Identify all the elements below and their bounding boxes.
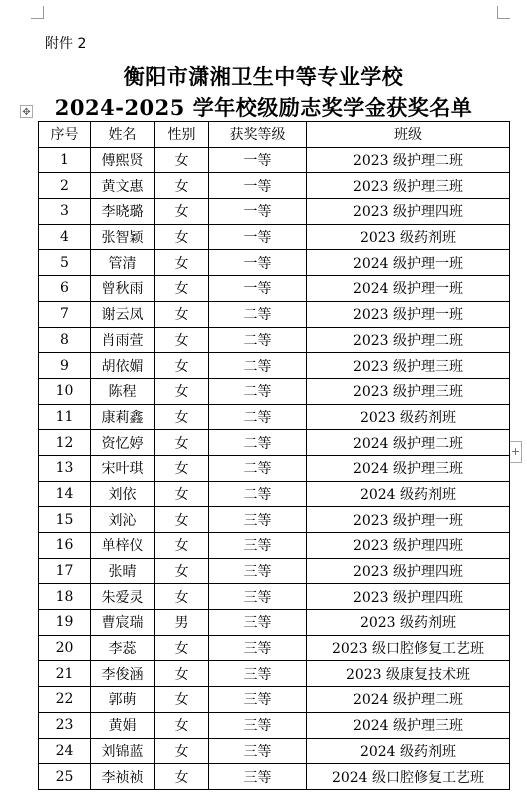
- table-header-row: [39, 122, 510, 148]
- table-row: [39, 404, 510, 430]
- table-row: [39, 558, 510, 584]
- cell-class: 2024 级护理一班: [307, 250, 510, 276]
- cell-name: 李蕊: [91, 635, 155, 661]
- cell-class: 2024 级药剂班: [307, 481, 510, 507]
- table-row: [39, 224, 510, 250]
- cell-number: 10: [39, 378, 91, 404]
- cell-number: 13: [39, 455, 91, 481]
- cell-name: 单梓仪: [91, 533, 155, 559]
- cell-award-level: 二等: [209, 430, 307, 456]
- cell-number: 2: [39, 173, 91, 199]
- cell-gender: 女: [155, 301, 209, 327]
- cell-gender: 女: [155, 764, 209, 790]
- cell-name: 张晴: [91, 558, 155, 584]
- cell-number: 12: [39, 430, 91, 456]
- cell-gender: 女: [155, 661, 209, 687]
- cell-number: 1: [39, 147, 91, 173]
- cell-number: 15: [39, 507, 91, 533]
- header-gender: 性别: [155, 122, 209, 148]
- cell-class: 2024 级护理三班: [307, 712, 510, 738]
- cell-award-level: 二等: [209, 327, 307, 353]
- table-row: [39, 199, 510, 225]
- cell-award-level: 二等: [209, 481, 307, 507]
- cell-class: 2023 级药剂班: [307, 224, 510, 250]
- cell-name: 康莉鑫: [91, 404, 155, 430]
- cell-name: 朱爱灵: [91, 584, 155, 610]
- table-row: [39, 610, 510, 636]
- cell-gender: 女: [155, 455, 209, 481]
- table-row: [39, 378, 510, 404]
- cell-class: 2023 级护理三班: [307, 378, 510, 404]
- cell-name: 刘锦蓝: [91, 738, 155, 764]
- cell-number: 22: [39, 687, 91, 713]
- cell-gender: 女: [155, 353, 209, 379]
- cell-gender: 女: [155, 738, 209, 764]
- header-class: 班级: [307, 122, 510, 148]
- cell-class: 2024 级护理二班: [307, 430, 510, 456]
- crop-mark-top-right: [497, 6, 510, 19]
- table-add-column-icon[interactable]: +: [509, 441, 522, 463]
- cell-gender: 女: [155, 147, 209, 173]
- table-row: [39, 507, 510, 533]
- cell-name: 黄文惠: [91, 173, 155, 199]
- cell-number: 4: [39, 224, 91, 250]
- cell-class: 2024 级护理三班: [307, 455, 510, 481]
- cell-award-level: 一等: [209, 199, 307, 225]
- cell-award-level: 一等: [209, 224, 307, 250]
- table-row: [39, 661, 510, 687]
- table-row: [39, 738, 510, 764]
- cell-name: 谢云凤: [91, 301, 155, 327]
- cell-number: 18: [39, 584, 91, 610]
- table-row: [39, 764, 510, 790]
- cell-gender: 女: [155, 584, 209, 610]
- table-row: [39, 327, 510, 353]
- cell-gender: 女: [155, 712, 209, 738]
- table-row: [39, 712, 510, 738]
- table-row: [39, 147, 510, 173]
- cell-class: 2023 级护理二班: [307, 147, 510, 173]
- cell-gender: 女: [155, 276, 209, 302]
- cell-class: 2023 级护理四班: [307, 533, 510, 559]
- cell-name: 资忆婷: [91, 430, 155, 456]
- cell-gender: 女: [155, 327, 209, 353]
- cell-award-level: 三等: [209, 712, 307, 738]
- table-row: [39, 635, 510, 661]
- cell-number: 24: [39, 738, 91, 764]
- cell-award-level: 一等: [209, 276, 307, 302]
- cell-award-level: 三等: [209, 738, 307, 764]
- header-name: 姓名: [91, 122, 155, 148]
- cell-gender: 女: [155, 507, 209, 533]
- cell-name: 宋叶琪: [91, 455, 155, 481]
- cell-class: 2023 级药剂班: [307, 610, 510, 636]
- table-row: [39, 455, 510, 481]
- cell-name: 胡依媚: [91, 353, 155, 379]
- cell-award-level: 三等: [209, 764, 307, 790]
- table-row: [39, 173, 510, 199]
- cell-award-level: 二等: [209, 455, 307, 481]
- cell-name: 张智颖: [91, 224, 155, 250]
- cell-name: 陈程: [91, 378, 155, 404]
- cell-name: 傅熙贤: [91, 147, 155, 173]
- table-row: [39, 687, 510, 713]
- cell-gender: 女: [155, 558, 209, 584]
- cell-class: 2024 级护理二班: [307, 687, 510, 713]
- cell-class: 2024 级护理一班: [307, 276, 510, 302]
- cell-award-level: 三等: [209, 661, 307, 687]
- cell-award-level: 三等: [209, 687, 307, 713]
- cell-class: 2023 级护理二班: [307, 327, 510, 353]
- cell-name: 刘依: [91, 481, 155, 507]
- cell-gender: 女: [155, 378, 209, 404]
- cell-class: 2023 级护理一班: [307, 507, 510, 533]
- cell-class: 2023 级护理四班: [307, 558, 510, 584]
- cell-award-level: 一等: [209, 147, 307, 173]
- cell-award-level: 一等: [209, 173, 307, 199]
- cell-award-level: 二等: [209, 301, 307, 327]
- table-row: [39, 301, 510, 327]
- cell-number: 14: [39, 481, 91, 507]
- table-row: [39, 353, 510, 379]
- attachment-label: 附件 2: [45, 36, 87, 52]
- cell-class: 2023 级护理三班: [307, 173, 510, 199]
- cell-name: 郭萌: [91, 687, 155, 713]
- cell-award-level: 三等: [209, 610, 307, 636]
- cell-name: 李晓璐: [91, 199, 155, 225]
- cell-number: 6: [39, 276, 91, 302]
- cell-gender: 女: [155, 481, 209, 507]
- cell-gender: 女: [155, 635, 209, 661]
- cell-class: 2023 级护理一班: [307, 301, 510, 327]
- cell-award-level: 二等: [209, 378, 307, 404]
- cell-gender: 女: [155, 533, 209, 559]
- cell-gender: 女: [155, 224, 209, 250]
- award-table: [38, 121, 510, 790]
- cell-gender: 女: [155, 687, 209, 713]
- cell-award-level: 三等: [209, 507, 307, 533]
- cell-class: 2023 级药剂班: [307, 404, 510, 430]
- cell-class: 2023 级护理四班: [307, 584, 510, 610]
- crop-mark-top-left: [31, 6, 44, 19]
- cell-number: 21: [39, 661, 91, 687]
- cell-gender: 女: [155, 199, 209, 225]
- cell-number: 20: [39, 635, 91, 661]
- cell-number: 7: [39, 301, 91, 327]
- cell-award-level: 二等: [209, 404, 307, 430]
- cell-gender: 女: [155, 430, 209, 456]
- cell-gender: 男: [155, 610, 209, 636]
- cell-gender: 女: [155, 173, 209, 199]
- cell-number: 23: [39, 712, 91, 738]
- cell-class: 2023 级护理四班: [307, 199, 510, 225]
- table-row: [39, 250, 510, 276]
- table-row: [39, 481, 510, 507]
- cell-number: 8: [39, 327, 91, 353]
- cell-class: 2023 级口腔修复工艺班: [307, 635, 510, 661]
- cell-name: 肖雨萱: [91, 327, 155, 353]
- table-move-handle-icon[interactable]: ✥: [20, 105, 33, 118]
- cell-gender: 女: [155, 404, 209, 430]
- cell-award-level: 一等: [209, 250, 307, 276]
- cell-number: 16: [39, 533, 91, 559]
- cell-name: 李俊涵: [91, 661, 155, 687]
- cell-class: 2024 级药剂班: [307, 738, 510, 764]
- document-title-list: 2024-2025 学年校级励志奖学金获奖名单: [54, 95, 473, 120]
- table-row: [39, 584, 510, 610]
- cell-number: 9: [39, 353, 91, 379]
- header-number: 序号: [39, 122, 91, 148]
- cell-number: 3: [39, 199, 91, 225]
- cell-name: 黄娟: [91, 712, 155, 738]
- table-row: [39, 430, 510, 456]
- cell-class: 2023 级康复技术班: [307, 661, 510, 687]
- cell-award-level: 二等: [209, 353, 307, 379]
- cell-number: 11: [39, 404, 91, 430]
- cell-number: 25: [39, 764, 91, 790]
- cell-number: 19: [39, 610, 91, 636]
- cell-class: 2024 级口腔修复工艺班: [307, 764, 510, 790]
- cell-award-level: 三等: [209, 584, 307, 610]
- cell-award-level: 三等: [209, 558, 307, 584]
- cell-number: 17: [39, 558, 91, 584]
- cell-gender: 女: [155, 250, 209, 276]
- cell-number: 5: [39, 250, 91, 276]
- header-award-level: 获奖等级: [209, 122, 307, 148]
- cell-name: 曾秋雨: [91, 276, 155, 302]
- cell-name: 管清: [91, 250, 155, 276]
- cell-name: 曹宸瑞: [91, 610, 155, 636]
- table-row: [39, 533, 510, 559]
- cell-award-level: 三等: [209, 635, 307, 661]
- cell-name: 李祯祯: [91, 764, 155, 790]
- cell-award-level: 三等: [209, 533, 307, 559]
- document-title-school: 衡阳市潇湘卫生中等专业学校: [123, 64, 404, 89]
- cell-class: 2023 级护理三班: [307, 353, 510, 379]
- cell-name: 刘沁: [91, 507, 155, 533]
- award-table-body: [39, 147, 510, 789]
- table-row: [39, 276, 510, 302]
